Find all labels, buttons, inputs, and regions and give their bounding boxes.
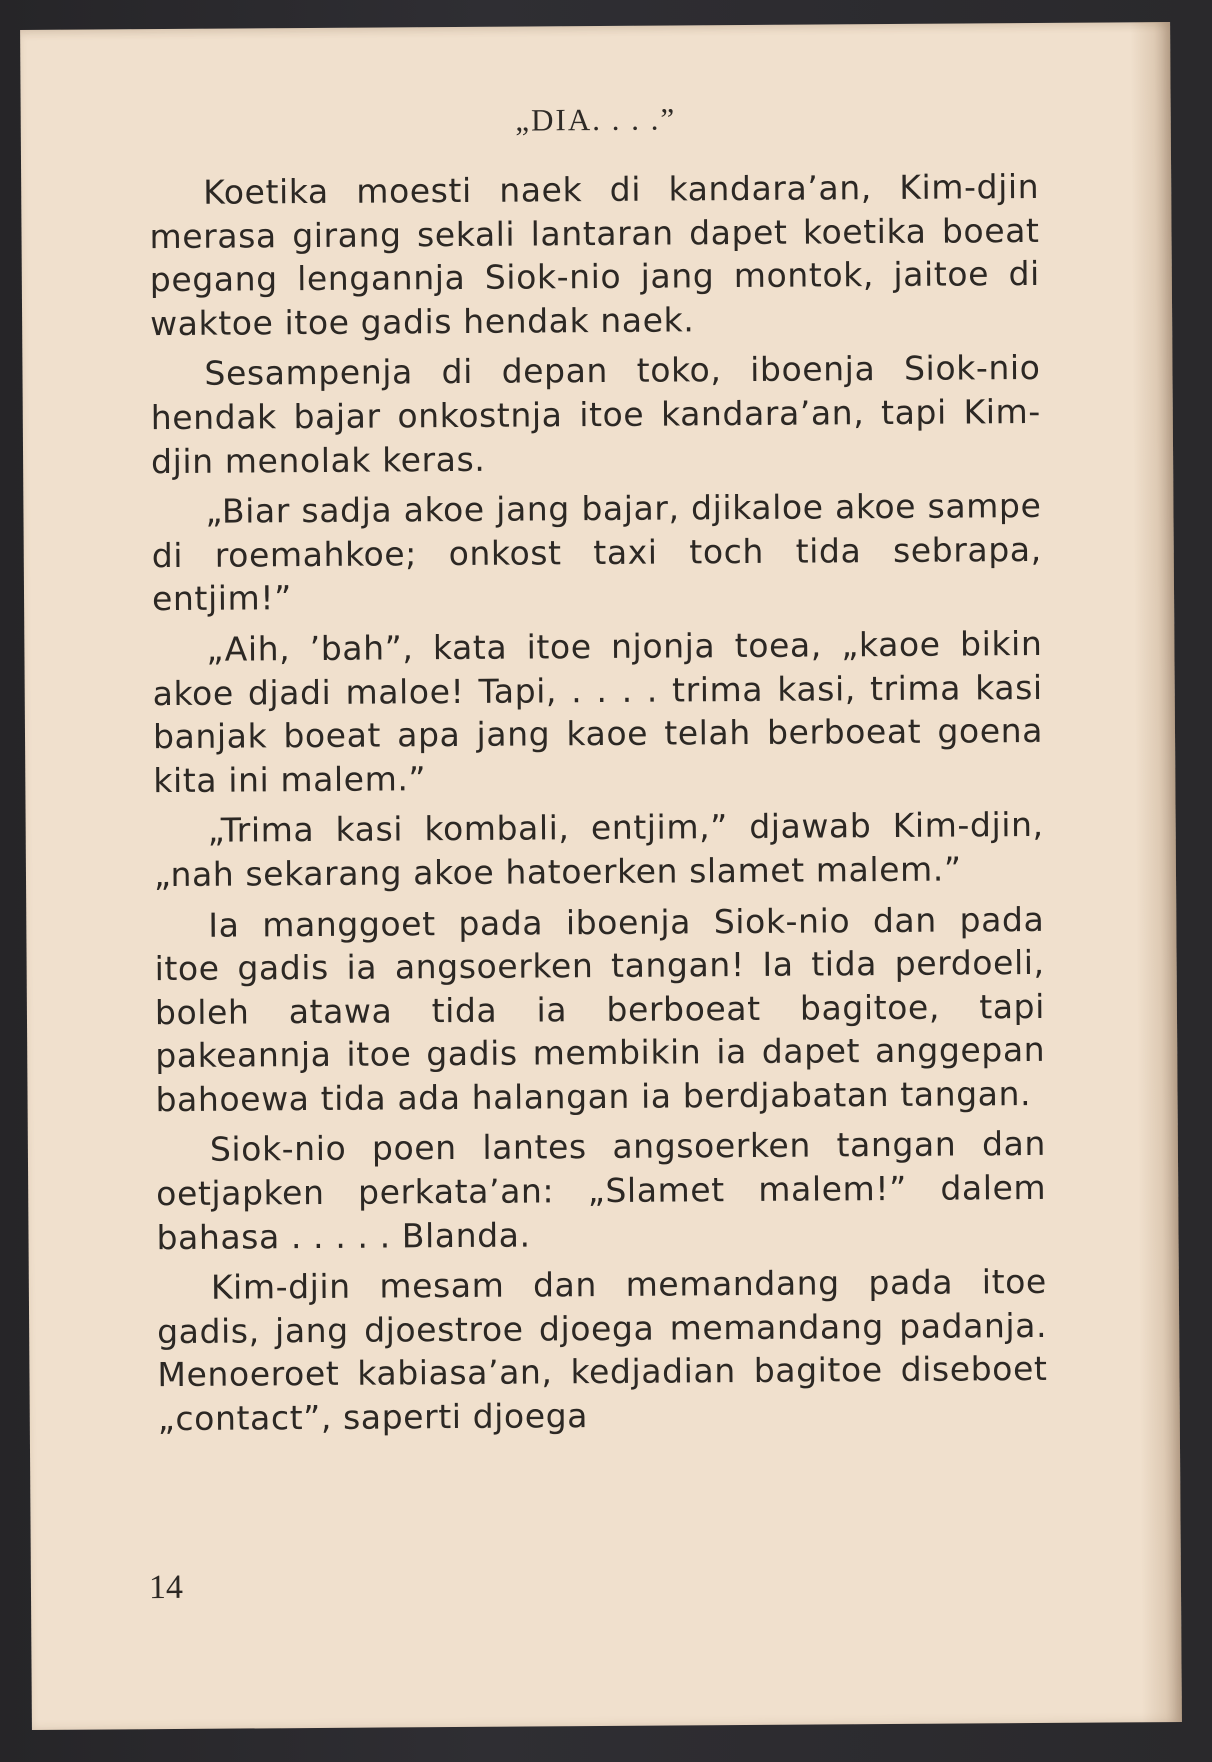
- running-head: „DIA. . . .”: [515, 101, 677, 138]
- paragraph-7: Siok-nio poen lantes angsoerken tangan dan oetjapken perkata’an: „Slamet malem!” dalem bahasa . . . . . Blanda.: [156, 1124, 1047, 1257]
- book-page: [20, 22, 1182, 1730]
- page-number: 14: [148, 1568, 184, 1607]
- paragraph-2: Sesampenja di depan toko, iboenja Siok-nio hendak bajar onkostnja itoe kandara’an, tapi Kim-djin menolak keras.: [150, 348, 1041, 481]
- paragraph-5: „Trima kasi kombali, entjim,” djawab Kim-djin, „nah sekarang akoe hatoerken slamet malem.”: [153, 805, 1044, 895]
- paragraph-1: Koetika moesti naek di kandara’an, Kim-djin merasa girang sekali lantaran dapet koetika boeat pegang lengannja Siok-nio jang montok, jaitoe di waktoe itoe gadis hendak naek.: [149, 166, 1040, 343]
- paragraph-4: „Aih, ’bah”, kata itoe njonja toea, „kaoe bikin akoe djadi maloe! Tapi, . . . . trima kasi, trima kasi banjak boeat apa jang kaoe telah berboeat goena kita ini malem.”: [152, 623, 1044, 800]
- paragraph-8: Kim-djin mesam dan memandang pada itoe gadis, jang djoestroe djoega memandang padanja. Menoeroet kabiasa’an, kedjadian bagitoe diseboet „contact”, saperti djoega: [157, 1262, 1048, 1439]
- paragraph-3: „Biar sadja akoe jang bajar, djikaloe akoe sampe di roemahkoe; onkost taxi toch tida sebrapa, entjim!”: [151, 486, 1042, 619]
- paragraph-6: Ia manggoet pada iboenja Siok-nio dan pada itoe gadis ia angsoerken tangan! Ia tida perdoeli, boleh atawa tida ia berboeat bagitoe, tapi pakeannja itoe gadis membikin ia dapet anggepan bahoewa tida ada halangan ia berdjabatan tangan.: [154, 899, 1046, 1119]
- body-text: [149, 165, 1048, 1448]
